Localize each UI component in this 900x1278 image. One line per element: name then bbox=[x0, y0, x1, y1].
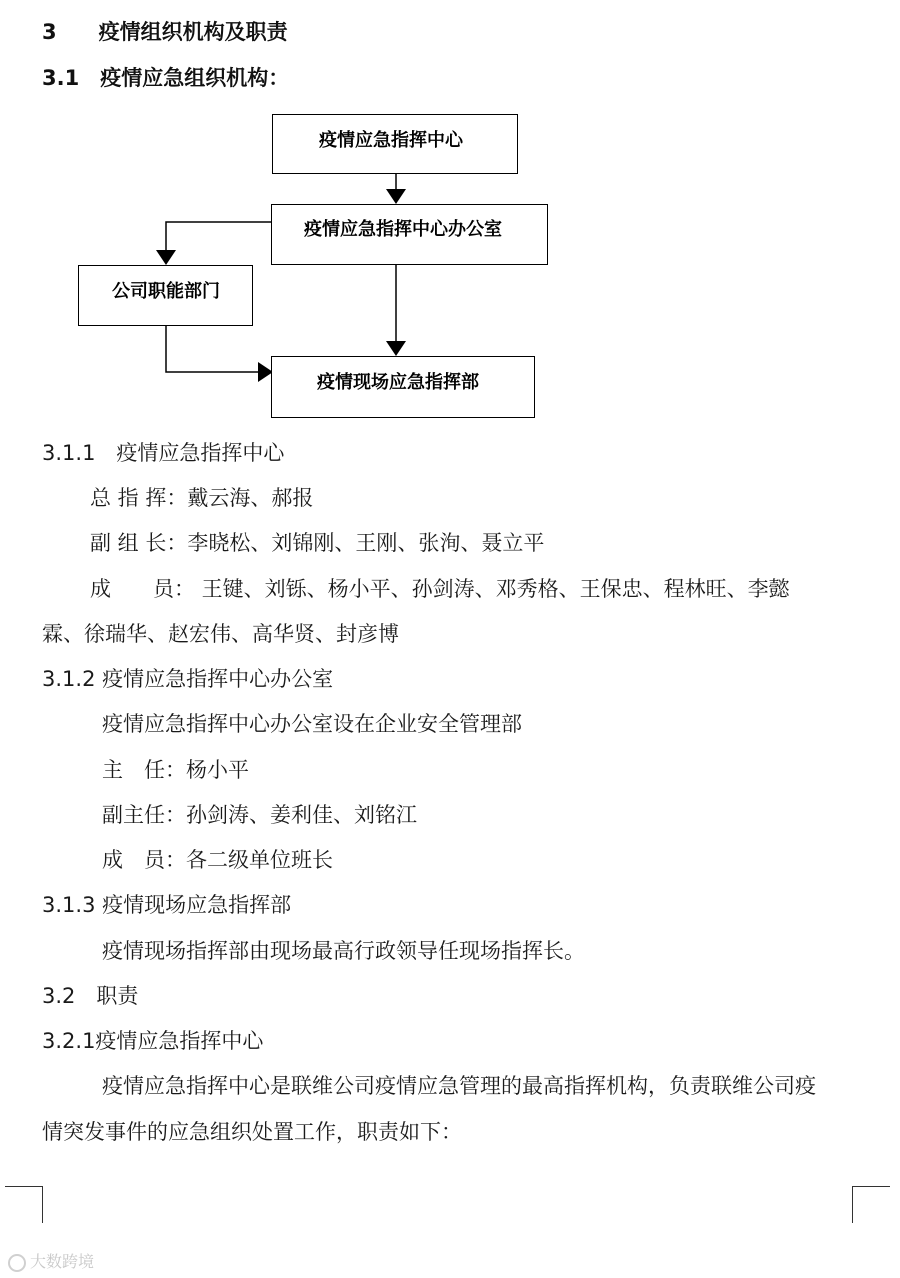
members-line-2: 霖、徐瑞华、赵宏伟、高华贤、封彦博 bbox=[42, 622, 399, 646]
page-corner-mark-right bbox=[852, 1186, 890, 1223]
members-line-1: 成 员： 王键、刘铄、杨小平、孙剑涛、邓秀格、王保忠、程林旺、李懿 bbox=[90, 577, 790, 601]
org-box-departments bbox=[78, 265, 253, 326]
duties-line-1: 疫情应急指挥中心是联维公司疫情应急管理的最高指挥机构，负责联维公司疫 bbox=[102, 1074, 816, 1098]
org-box-field-command bbox=[271, 356, 535, 418]
section-3-2-1-heading: 3.2.1疫情应急指挥中心 bbox=[42, 1029, 264, 1053]
page-corner-mark-left bbox=[5, 1186, 43, 1223]
arrow-down-icon bbox=[156, 250, 176, 265]
arrow-down-icon bbox=[386, 341, 406, 356]
office-director-line: 主 任：杨小平 bbox=[102, 758, 249, 782]
duties-line-2: 情突发事件的应急组织处置工作，职责如下： bbox=[42, 1120, 462, 1144]
org-box-label: 疫情现场应急指挥部 bbox=[317, 372, 479, 393]
section-3-heading: 3 疫情组织机构及职责 bbox=[42, 20, 288, 44]
watermark-logo-icon bbox=[8, 1254, 26, 1272]
org-box-label: 疫情应急指挥中心 bbox=[319, 130, 463, 151]
org-box-command-office bbox=[271, 204, 548, 265]
field-command-description: 疫情现场指挥部由现场最高行政领导任现场指挥长。 bbox=[102, 939, 585, 963]
section-3-2-heading: 3.2 职责 bbox=[42, 984, 139, 1008]
section-3-1-1-heading: 3.1.1 疫情应急指挥中心 bbox=[42, 441, 285, 465]
office-members-line: 成 员：各二级单位班长 bbox=[102, 848, 333, 872]
org-box-label: 公司职能部门 bbox=[112, 281, 220, 302]
office-vice-director-line: 副主任：孙剑涛、姜利佳、刘铭江 bbox=[102, 803, 417, 827]
commander-line: 总 指 挥：戴云海、郝报 bbox=[90, 486, 314, 510]
org-box-command-center bbox=[272, 114, 518, 174]
section-3-1-3-heading: 3.1.3 疫情现场应急指挥部 bbox=[42, 893, 292, 917]
section-3-1-2-heading: 3.1.2 疫情应急指挥中心办公室 bbox=[42, 667, 334, 691]
watermark bbox=[8, 1249, 94, 1272]
office-location-line: 疫情应急指挥中心办公室设在企业安全管理部 bbox=[102, 712, 522, 736]
arrow-down-icon bbox=[386, 189, 406, 204]
vice-leader-line: 副 组 长：李晓松、刘锦刚、王刚、张洵、聂立平 bbox=[90, 531, 545, 555]
section-3-1-heading: 3.1 疫情应急组织机构： bbox=[42, 66, 290, 90]
watermark-text: 大数跨境 bbox=[30, 1252, 95, 1271]
org-box-label: 疫情应急指挥中心办公室 bbox=[304, 219, 502, 240]
